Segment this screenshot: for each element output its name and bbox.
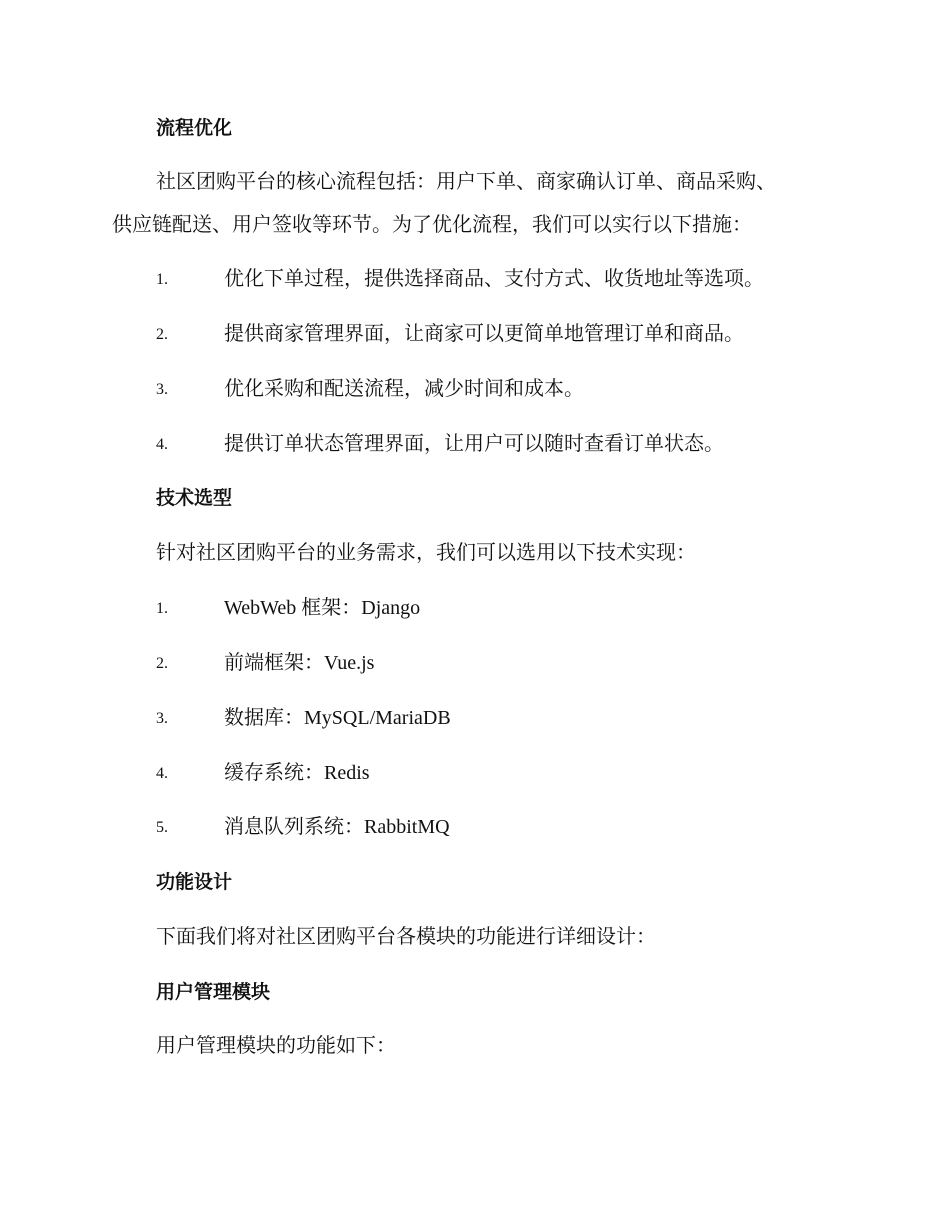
list-number: 2. — [156, 655, 168, 672]
section-heading-process: 流程优化 — [156, 117, 233, 139]
list-number: 4. — [156, 436, 168, 453]
list-text: 提供订单状态管理界面，让用户可以随时查看订单状态。 — [224, 433, 724, 455]
list-text: 前端框架：Vue.js — [224, 652, 375, 674]
list-number: 4. — [156, 765, 168, 782]
list-text: 提供商家管理界面，让商家可以更简单地管理订单和商品。 — [224, 323, 744, 345]
list-item — [156, 650, 876, 676]
list-item — [156, 321, 876, 347]
section-heading-user-module: 用户管理模块 — [156, 981, 271, 1003]
user-module-intro: 用户管理模块的功能如下： — [156, 1035, 396, 1057]
list-number: 3. — [156, 381, 168, 398]
list-number: 1. — [156, 271, 168, 288]
list-item — [156, 431, 876, 457]
process-intro-line2: 供应链配送、用户签收等环节。为了优化流程，我们可以实行以下措施： — [112, 214, 752, 236]
list-text: 消息队列系统：RabbitMQ — [224, 816, 450, 838]
design-intro: 下面我们将对社区团购平台各模块的功能进行详细设计： — [156, 926, 656, 948]
list-number: 1. — [156, 600, 168, 617]
list-text: WebWeb 框架：Django — [224, 597, 421, 619]
list-item — [156, 760, 876, 786]
section-heading-tech: 技术选型 — [156, 487, 233, 509]
list-item — [156, 814, 876, 840]
list-item — [156, 705, 876, 731]
section-heading-design: 功能设计 — [156, 871, 233, 893]
list-text: 数据库：MySQL/MariaDB — [224, 707, 451, 729]
list-text: 缓存系统：Redis — [224, 762, 370, 784]
list-item — [156, 595, 876, 621]
list-item — [156, 376, 876, 402]
list-number: 5. — [156, 819, 168, 836]
tech-intro: 针对社区团购平台的业务需求，我们可以选用以下技术实现： — [156, 542, 696, 564]
list-text: 优化采购和配送流程，减少时间和成本。 — [224, 378, 584, 400]
list-item — [156, 266, 876, 292]
list-number: 2. — [156, 326, 168, 343]
list-text: 优化下单过程，提供选择商品、支付方式、收货地址等选项。 — [224, 268, 764, 290]
list-number: 3. — [156, 710, 168, 727]
process-intro-line1: 社区团购平台的核心流程包括：用户下单、商家确认订单、商品采购、 — [156, 171, 776, 193]
